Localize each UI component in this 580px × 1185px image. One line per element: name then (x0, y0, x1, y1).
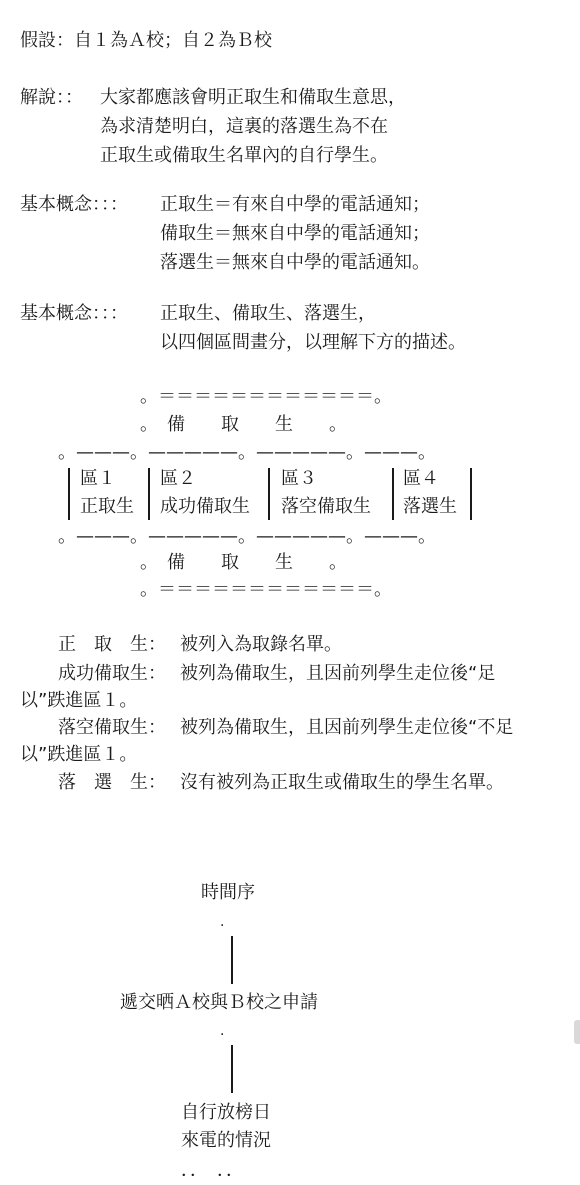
explanation-label: 解說：： (20, 87, 83, 108)
zone-2-name: 成功備取生 (160, 496, 250, 517)
definition-text: 被列為備取生，且因前列學生走位後“足 (180, 663, 496, 684)
definition-text: 被列為備取生，且因前列學生走位後“不足 (180, 717, 514, 738)
zone-4-name: 落選生 (403, 496, 457, 517)
diagram-divider-bottom: 。———。—————。—————。———。 (58, 526, 436, 547)
diagram-bottom-label: 。 備 取 生 。 (140, 552, 347, 573)
timeline-event-calls: 來電的情況 (181, 1130, 271, 1151)
zone-separator (470, 468, 472, 520)
definition-term: 落 選 生： (58, 772, 166, 793)
timeline-event-release-day: 自行放榜日 (181, 1102, 271, 1123)
concept2-line: 以四個區間畫分，以理解下方的描述。 (160, 332, 466, 353)
timeline-dot: . (220, 914, 225, 930)
timeline-connector (231, 936, 233, 984)
concept2-line: 正取生、備取生、落選生， (160, 303, 376, 324)
zone-separator (148, 468, 150, 520)
definition-term: 成功備取生： (58, 663, 166, 684)
explanation-line: 為求清楚明白，這裏的落選生為不在 (100, 116, 388, 137)
timeline-title: 時間序 (201, 882, 255, 903)
zone-4-label: 區４ (403, 468, 439, 489)
explanation-line: 大家都應該會明正取生和備取生意思， (100, 87, 406, 108)
definition-cont: 以”跌進區１。 (20, 690, 138, 711)
concept1-line: 備取生＝無來自中學的電話通知； (160, 223, 430, 244)
definition-text: 被列入為取錄名單。 (180, 634, 342, 655)
scroll-indicator[interactable] (574, 1020, 580, 1044)
zone-separator (268, 468, 270, 520)
diagram-top-label: 。 備 取 生 。 (140, 414, 347, 435)
zone-1-name: 正取生 (80, 496, 134, 517)
timeline-connector (231, 1045, 233, 1093)
assumption-text: 假設：自１為Ａ校；自２為Ｂ校 (20, 30, 272, 51)
zone-separator (392, 468, 394, 520)
concept1-label: 基本概念：：： (20, 194, 128, 215)
definition-term: 落空備取生： (58, 717, 166, 738)
diagram-top-rule: 。＝＝＝＝＝＝＝＝＝＝＝＝。 (140, 386, 392, 407)
zone-2-label: 區２ (160, 468, 196, 489)
concept2-label: 基本概念：：： (20, 303, 128, 324)
diagram-divider-top: 。———。—————。—————。———。 (58, 442, 436, 463)
definition-text: 沒有被列為正取生或備取生的學生名單。 (180, 772, 504, 793)
explanation-line: 正取生或備取生名單內的自行學生。 (100, 145, 388, 166)
zone-3-label: 區３ (281, 468, 317, 489)
zone-separator (68, 468, 70, 520)
diagram-bottom-rule: 。＝＝＝＝＝＝＝＝＝＝＝＝。 (140, 579, 392, 600)
definition-term: 正 取 生： (58, 634, 166, 655)
definition-cont: 以”跌進區１。 (20, 744, 138, 765)
zone-3-name: 落空備取生 (281, 496, 371, 517)
concept1-line: 落選生＝無來自中學的電話通知。 (160, 252, 430, 273)
timeline-dots: ．． ．． (181, 1160, 244, 1181)
zone-1-label: 區１ (80, 468, 116, 489)
timeline-dot: . (220, 1023, 225, 1039)
concept1-line: 正取生＝有來自中學的電話通知； (160, 194, 430, 215)
timeline-event-submit: 遞交晒Ａ校與Ｂ校之申請 (120, 992, 318, 1013)
